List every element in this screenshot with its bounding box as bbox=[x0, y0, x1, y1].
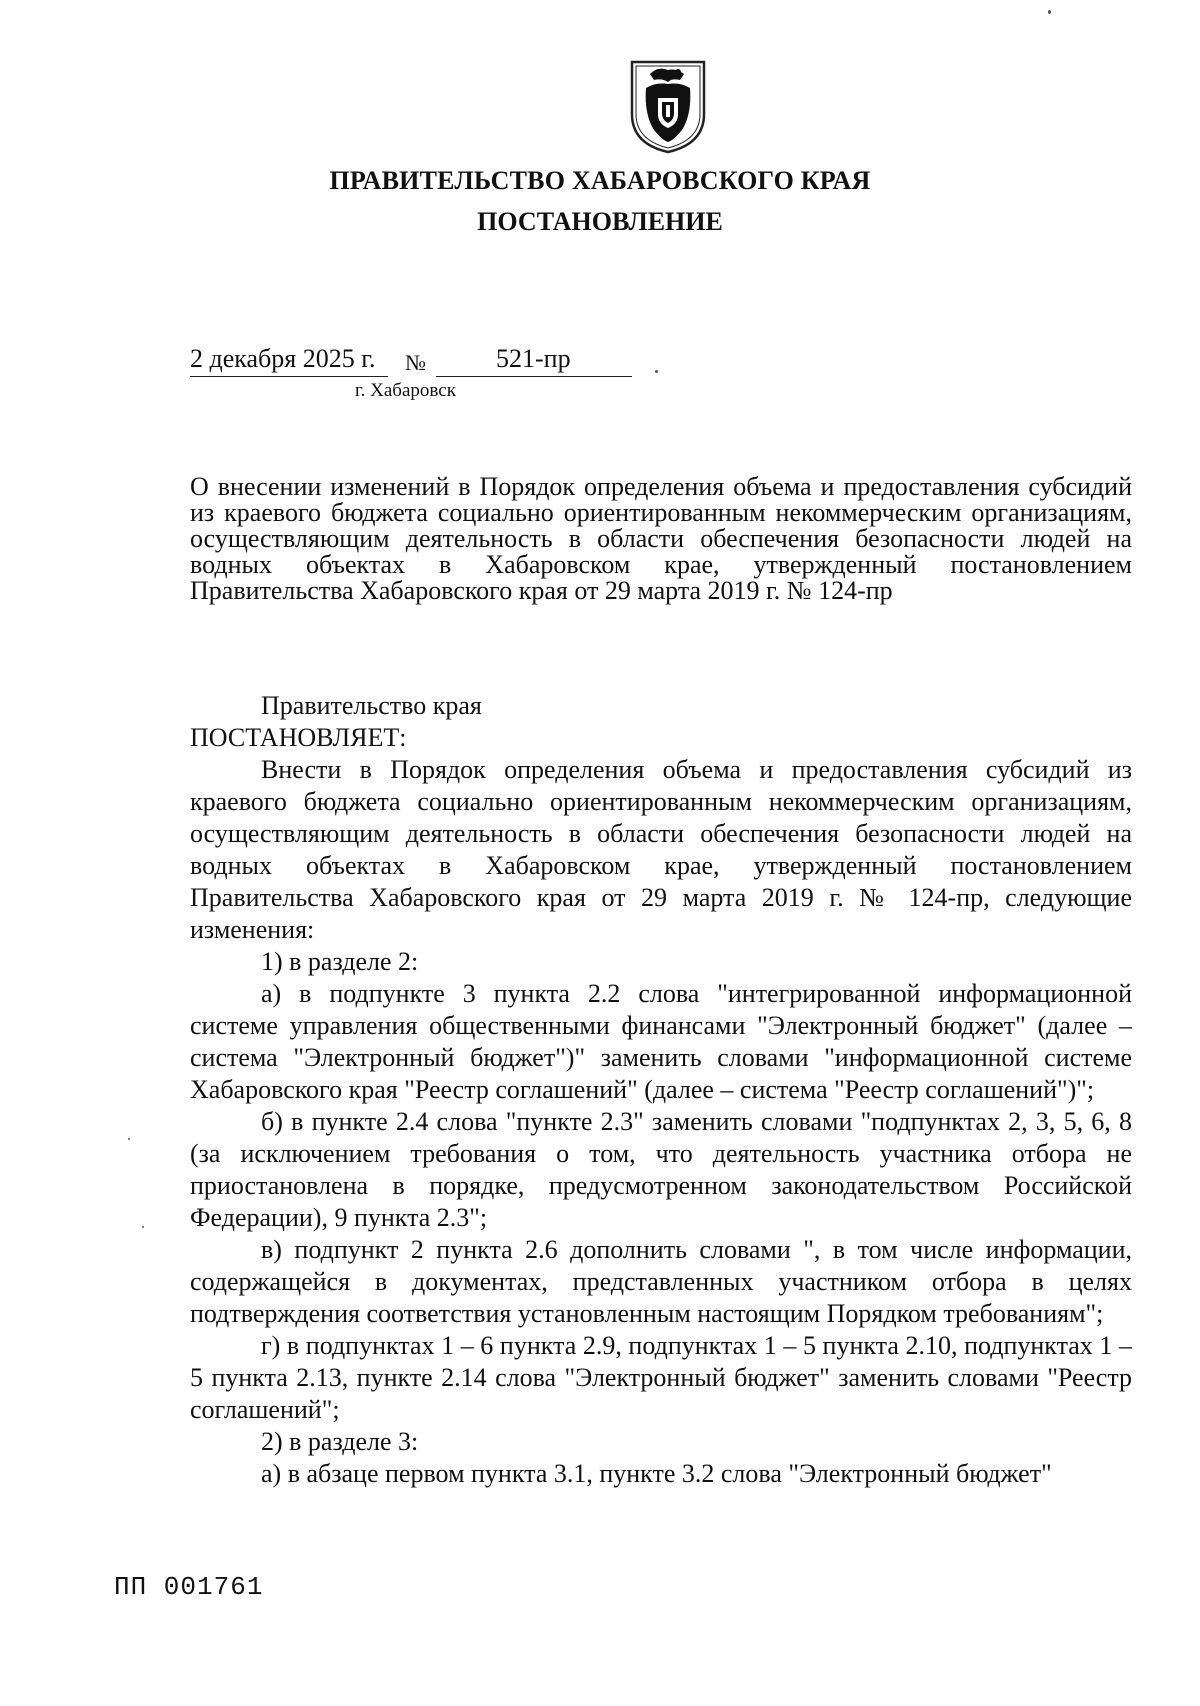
section-1-item-c: в) подпункт 2 пункта 2.6 дополнить словами ", в том числе информации, содержащейся в документах, представленных участником отбора в целях подтверждения соответствия установленным настоящим Порядком требованиям"; bbox=[190, 1235, 1132, 1328]
document-serial-code: ПП 001761 bbox=[114, 1572, 264, 1602]
government-title: ПРАВИТЕЛЬСТВО ХАБАРОВСКОГО КРАЯ bbox=[329, 166, 871, 195]
document-date: 2 декабря 2025 г. bbox=[190, 344, 376, 373]
number-sign: № bbox=[405, 350, 426, 375]
section-2-item-a: а) в абзаце первом пункта 3.1, пункте 3.2 слова "Электронный бюджет" bbox=[261, 1459, 1052, 1488]
scan-speck bbox=[1048, 10, 1051, 14]
scan-speck bbox=[128, 1138, 130, 1140]
section-1-item-d: г) в подпунктах 1 – 6 пункта 2.9, подпунктах 1 – 5 пункта 2.10, подпунктах 1 – 5 пункта 2.13, пункте 2.14 слова "Электронный бюджет" заменить словами "Реестр соглашений"; bbox=[190, 1331, 1132, 1424]
section-1-heading: 1) в разделе 2: bbox=[261, 947, 419, 976]
section-2-heading: 2) в разделе 3: bbox=[261, 1427, 419, 1456]
subject-text: О внесении изменений в Порядок определения объема и предоставления субсидий из краевого бюджета социально ориентированным некоммерческим организациям, осуществляющим деятельность в области обеспечения безопасности людей на водных объектах в Хабаровском крае, утвержденный постановлением Правительства Хабаровского края от 29 марта 2019 г. № 124-пр bbox=[190, 472, 1132, 605]
scan-speck bbox=[142, 1226, 144, 1228]
intro-line: Правительство края bbox=[261, 691, 482, 720]
paragraph-1: Внести в Порядок определения объема и предоставления субсидий из краевого бюджета социально ориентированным некоммерческим организациям, осуществляющим деятельность в области обеспечения безопасности людей на водных объектах в Хабаровском крае, утвержденный постановлением Правительства Хабаровского края от 29 марта 2019 г. № 124-пр, следующие изменения: bbox=[190, 755, 1132, 944]
resolves-line: ПОСТАНОВЛЯЕТ: bbox=[190, 723, 407, 752]
scan-speck bbox=[655, 370, 658, 373]
document-subject bbox=[190, 474, 1132, 604]
document-body bbox=[190, 690, 1132, 1490]
section-1-item-b: б) в пункте 2.4 слова "пункте 2.3" заменить словами "подпунктах 2, 3, 5, 6, 8 (за исключением требования о том, что деятельность участника отбора не приостановлена в порядке, предусмотренном законодательством Российской Федерации), 9 пункта 2.3"; bbox=[190, 1107, 1132, 1232]
number-underline bbox=[436, 376, 632, 377]
date-underline bbox=[190, 376, 388, 377]
section-1-item-a: а) в подпункте 3 пункта 2.2 слова "интегрированной информационной системе управления общественными финансами "Электронный бюджет" (далее – система "Электронный бюджет")" заменить словами "информационной системе Хабаровского края "Реестр соглашений" (далее – система "Реестр соглашений")"; bbox=[190, 979, 1132, 1104]
coat-of-arms-emblem bbox=[628, 58, 708, 154]
document-number: 521-пр bbox=[496, 344, 571, 373]
document-type-title: ПОСТАНОВЛЕНИЕ bbox=[477, 207, 723, 236]
city: г. Хабаровск bbox=[355, 380, 456, 401]
